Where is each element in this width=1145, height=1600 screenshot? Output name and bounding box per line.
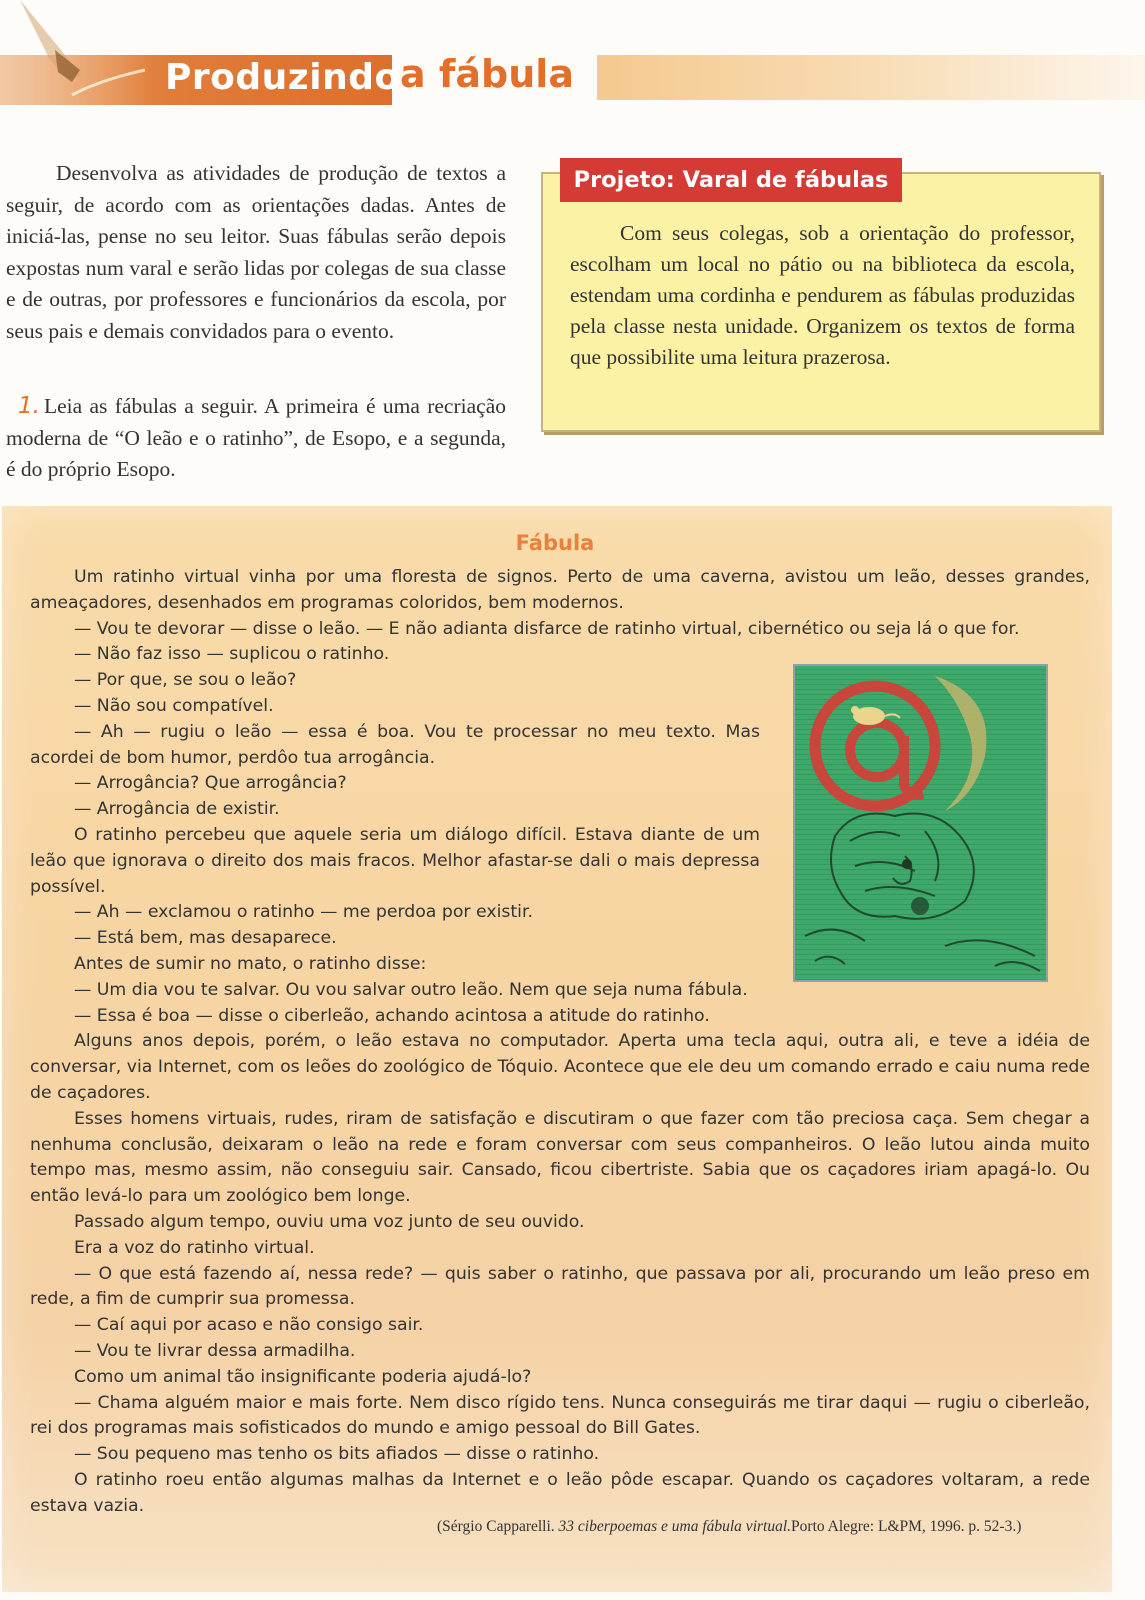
project-text bbox=[570, 218, 1075, 373]
intro-paragraph bbox=[6, 158, 506, 347]
activity-item-1 bbox=[6, 391, 506, 486]
section-title-fabula: a fábula bbox=[400, 52, 574, 96]
activity-number: 1. bbox=[18, 393, 40, 419]
fable-paragraph: O ratinho roeu então algumas malhas da Internet e o leão pôde escapar. Quando os caçadores voltaram, a rede estava vazia. bbox=[30, 1469, 1090, 1516]
fable-paragraph: Passado algum tempo, ouviu uma voz junto de seu ouvido. bbox=[74, 1211, 585, 1232]
fable-paragraph: — Ah — exclamou o ratinho — me perdoa por existir. bbox=[74, 902, 533, 923]
intro-text: Desenvolva as atividades de produção de textos a seguir, de acordo com as orientações dadas. Antes de iniciá-las, pense no seu leitor. Suas fábulas serão depois expostas num varal e serão lidas por colegas de sua classe e de outras, por professores e funcionários da escola, por seus pais e demais convidados para o evento. bbox=[6, 161, 506, 343]
fable-paragraph: — Chama alguém maior e mais forte. Nem disco rígido tens. Nunca conseguirás me tirar daqui — rugiu o ciberleão, rei dos programas mais sofisticados do mundo e amigo pessoal do Bill Gates. bbox=[30, 1392, 1090, 1439]
fable-paragraph: — Por que, se sou o leão? bbox=[74, 670, 297, 691]
fable-paragraph: — Caí aqui por acaso e não consigo sair. bbox=[74, 1315, 424, 1336]
fable-paragraph: — Essa é boa — disse o ciberleão, achando acintosa a atitude do ratinho. bbox=[74, 1005, 710, 1026]
fable-paragraph: — Vou te livrar dessa armadilha. bbox=[74, 1340, 356, 1361]
project-title: Projeto: Varal de fábulas bbox=[560, 158, 902, 202]
pen-nib-icon bbox=[10, 0, 150, 110]
fable-paragraph: — Não sou compatível. bbox=[74, 695, 274, 716]
citation-publisher: Porto Alegre: L&PM, 1996. p. 52-3.) bbox=[791, 1518, 1022, 1535]
fable-paragraph: — Sou pequeno mas tenho os bits afiados — disse o ratinho. bbox=[74, 1444, 600, 1465]
fable-paragraph: — O que está fazendo aí, nessa rede? — quis saber o ratinho, que passava por ali, procurando um leão preso em rede, a fim de cumprir sua promessa. bbox=[30, 1263, 1090, 1310]
fable-paragraph: — Arrogância? Que arrogância? bbox=[74, 773, 347, 794]
fable-paragraph: — Vou te devorar — disse o leão. — E não adianta disfarce de ratinho virtual, cibernético ou seja lá o que for. bbox=[74, 618, 1020, 639]
fable-paragraph: Um ratinho virtual vinha por uma floresta de signos. Perto de uma caverna, avistou um leão, desses grandes, ameaçadores, desenhados em programas coloridos, bem modernos. bbox=[30, 567, 1090, 613]
fable-paragraph: O ratinho percebeu que aquele seria um diálogo difícil. Estava diante de um leão que ignorava o direito dos mais fracos. Melhor afastar-se dali o mais depressa possível. bbox=[30, 824, 760, 897]
fable-paragraph: — Arrogância de existir. bbox=[74, 799, 280, 820]
activity-text: Leia as fábulas a seguir. A primeira é uma recriação moderna de “O leão e o ratinho”, de Esopo, e a segunda, é do próprio Esopo. bbox=[6, 394, 506, 481]
header-right-band bbox=[597, 55, 1145, 100]
citation bbox=[437, 1518, 1097, 1536]
fable-paragraph: Alguns anos depois, porém, o leão estava no computador. Aperta uma tecla aqui, outra ali, e teve a idéia de conversar, via Internet, com os leões do zoológico de Tóquio. Acontece que ele deu um comando errado e caiu numa rede de caçadores. bbox=[30, 1031, 1090, 1103]
project-paragraph: Com seus colegas, sob a orientação do professor, escolham um local no pátio ou na biblioteca da escola, estendam uma cordinha e pendurem as fábulas produzidas pela classe nesta unidade. Organizem os textos de forma que possibilite uma leitura prazerosa. bbox=[570, 221, 1075, 369]
fable-paragraph: — Não faz isso — suplicou o ratinho. bbox=[74, 644, 390, 665]
fable-title: Fábula bbox=[515, 531, 595, 555]
fable-paragraph: — Ah — rugiu o leão — essa é boa. Vou te processar no meu texto. Mas acordei de bom humor, perdôo tua arrogância. bbox=[30, 721, 760, 768]
fable-paragraph: Era a voz do ratinho virtual. bbox=[74, 1237, 315, 1258]
citation-author: (Sérgio Capparelli. bbox=[437, 1518, 559, 1535]
fable-body bbox=[30, 565, 1090, 1519]
fable-paragraph: — Um dia vou te salvar. Ou vou salvar outro leão. Nem que seja numa fábula. bbox=[74, 979, 748, 1000]
fable-paragraph: — Está bem, mas desaparece. bbox=[74, 928, 337, 949]
fable-paragraph: Esses homens virtuais, rudes, riram de satisfação e discutiram o que fazer com tão preciosa caça. Sem chegar a nenhuma conclusão, deixaram o leão na rede e foram conversar com seus companheiros. O leão lutou ainda muito tempo mas, mesmo assim, não conseguiu sair. Cansado, ficou cibertriste. Sabia que os caçadores iriam apagá-lo. Ou então levá-lo para um zoológico bem longe. bbox=[30, 1108, 1090, 1207]
fable-paragraph: Antes de sumir no mato, o ratinho disse: bbox=[74, 953, 427, 974]
section-title-produzindo: Produzindo bbox=[165, 57, 400, 98]
fable-paragraph: Como um animal tão insignificante poderia ajudá-lo? bbox=[74, 1366, 532, 1387]
citation-work: 33 ciberpoemas e uma fábula virtual. bbox=[558, 1518, 792, 1535]
